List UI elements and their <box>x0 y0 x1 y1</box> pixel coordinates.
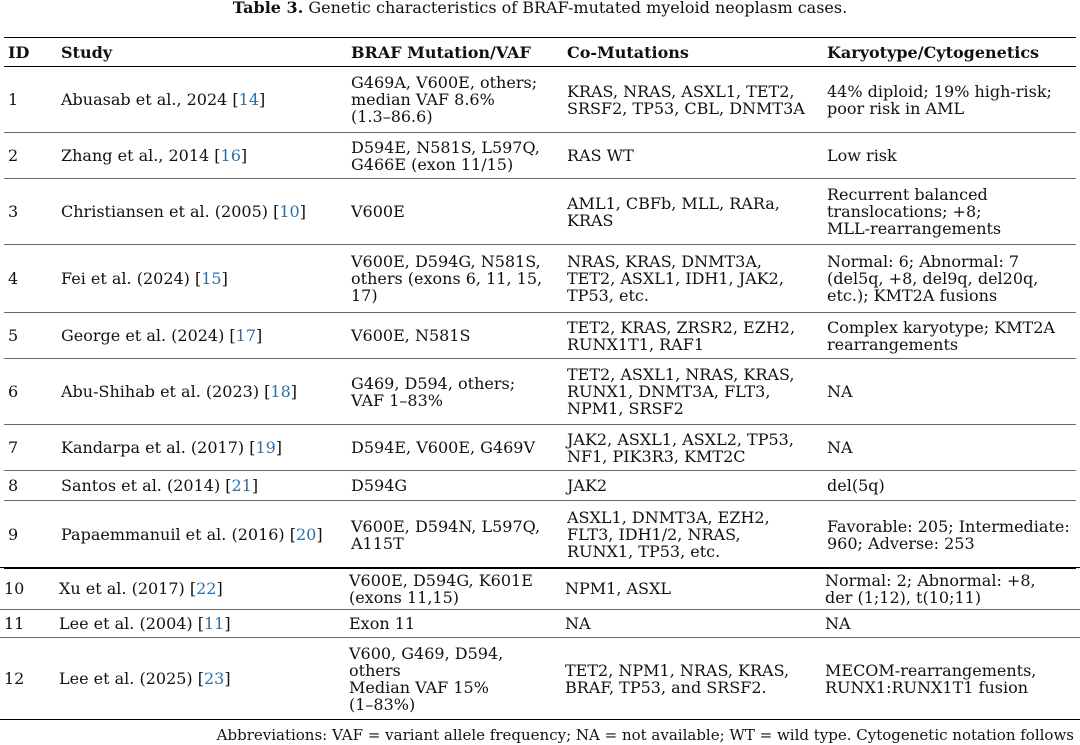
cell-karyo <box>823 313 1076 359</box>
karyo-line: 44% diploid; 19% high-risk; <box>827 81 1052 101</box>
reference-bracket: ] <box>259 90 266 109</box>
cell-comut <box>563 471 823 501</box>
braf-line: G469, D594, others; <box>351 373 516 393</box>
header-id: ID <box>4 38 57 67</box>
cell-karyo <box>823 133 1076 179</box>
cell-braf <box>347 133 563 179</box>
cell-braf <box>347 425 563 471</box>
karyo-line: NA <box>827 382 853 401</box>
cell-comut <box>563 179 823 245</box>
cell-karyo <box>823 359 1076 425</box>
reference-bracket: ] <box>256 326 263 345</box>
cell-id: 6 <box>4 359 57 425</box>
table-row <box>4 359 1076 425</box>
karyo-line: translocations; +8; <box>827 202 982 221</box>
braf-line: 17) <box>351 286 378 305</box>
reference-link[interactable]: 15 <box>201 269 222 288</box>
reference-bracket: ] <box>221 269 228 288</box>
reference-bracket: ] <box>316 525 323 544</box>
table-footnote: Abbreviations: VAF = variant allele frequency; NA = not available; WT = wild type. Cytogenetic notation follows <box>216 726 1074 744</box>
header-study: Study <box>57 38 347 67</box>
table-row <box>4 313 1076 359</box>
study-name: Zhang et al., 2014 [ <box>61 146 221 165</box>
braf-line: G466E (exon 11/15) <box>351 154 514 174</box>
study-name: Christiansen et al. (2005) [ <box>61 202 280 221</box>
comut-line: FLT3, IDH1/2, NRAS, <box>567 525 741 544</box>
study-name: Lee et al. (2025) [ <box>59 669 204 688</box>
genetics-table <box>4 37 1076 569</box>
cell-comut <box>561 638 821 720</box>
cell-comut <box>561 568 821 610</box>
cell-id: 7 <box>4 425 57 471</box>
karyo-line: Favorable: 205; Intermediate: <box>827 516 1070 536</box>
braf-line: others <box>349 660 401 680</box>
cell-study <box>57 179 347 245</box>
table-body <box>4 67 1076 569</box>
study-name: Santos et al. (2014) [ <box>61 476 232 495</box>
cell-braf <box>345 638 561 720</box>
comut-line: KRAS, NRAS, ASXL1, TET2, <box>567 81 795 101</box>
karyo-line: MECOM-rearrangements, <box>825 660 1037 680</box>
cell-comut <box>563 245 823 313</box>
comut-line: SRSF2, TP53, CBL, DNMT3A <box>567 98 805 118</box>
cell-karyo <box>823 179 1076 245</box>
braf-line: D594E, V600E, G469V <box>351 438 536 457</box>
karyo-line: NA <box>825 614 851 633</box>
braf-line: (1–83%) <box>349 694 416 714</box>
comut-line: NF1, PIK3R3, KMT2C <box>567 446 746 466</box>
study-name: Abuasab et al., 2024 [ <box>61 90 239 109</box>
cell-karyo <box>823 245 1076 313</box>
reference-link[interactable]: 21 <box>231 476 252 495</box>
header-karyotype: Karyotype/Cytogenetics <box>823 38 1076 67</box>
karyo-line: poor risk in AML <box>827 98 965 118</box>
cell-study <box>57 359 347 425</box>
comut-line: ASXL1, DNMT3A, EZH2, <box>567 508 770 527</box>
comut-line: NPM1, ASXL <box>565 579 672 598</box>
comut-line: AML1, CBFb, MLL, RARa, <box>567 193 780 213</box>
cell-study <box>57 133 347 179</box>
reference-bracket: ] <box>251 476 259 495</box>
cell-study <box>57 425 347 471</box>
cell-study <box>57 245 347 313</box>
study-name: Fei et al. (2024) [ <box>61 269 202 288</box>
cell-comut <box>563 501 823 569</box>
cell-id: 11 <box>0 610 55 638</box>
header-comutations: Co-Mutations <box>563 38 823 67</box>
cell-braf <box>347 501 563 569</box>
braf-line: others (exons 6, 11, 15, <box>351 269 543 288</box>
comut-line: BRAF, TP53, and SRSF2. <box>565 677 767 697</box>
braf-line: V600, G469, D594, <box>349 643 504 663</box>
study-name: Papaemmanuil et al. (2016) [ <box>61 525 296 544</box>
cell-id: 1 <box>4 67 57 133</box>
cell-comut <box>561 610 821 638</box>
braf-line: (exons 11,15) <box>349 587 460 607</box>
braf-line: Exon 11 <box>349 614 416 633</box>
karyo-line: rearrangements <box>827 334 959 354</box>
cell-study <box>57 67 347 133</box>
genetics-table-continued <box>0 567 1080 720</box>
reference-link[interactable]: 17 <box>235 326 257 345</box>
study-name: Xu et al. (2017) [ <box>59 579 197 598</box>
reference-link[interactable]: 11 <box>204 614 225 633</box>
cell-braf <box>347 471 563 501</box>
reference-link[interactable]: 19 <box>255 438 276 457</box>
comut-line: TET2, ASXL1, IDH1, JAK2, <box>567 269 784 288</box>
cell-karyo <box>823 425 1076 471</box>
cell-karyo <box>823 67 1076 133</box>
braf-line: D594G <box>351 476 408 495</box>
table-row <box>0 610 1080 638</box>
reference-link[interactable]: 10 <box>279 202 300 221</box>
reference-bracket: ] <box>290 382 298 401</box>
braf-line: median VAF 8.6% <box>351 90 495 109</box>
table-row <box>4 133 1076 179</box>
cell-comut <box>563 425 823 471</box>
comut-line: RUNX1, TP53, etc. <box>567 542 721 561</box>
comut-line: TET2, KRAS, ZRSR2, EZH2, <box>567 317 796 337</box>
table-caption-text: Genetic characteristics of BRAF-mutated myeloid neoplasm cases. <box>308 0 848 17</box>
karyo-line: Normal: 6; Abnormal: 7 <box>827 252 1020 271</box>
cell-id: 3 <box>4 179 57 245</box>
cell-karyo <box>821 568 1080 610</box>
cell-id: 10 <box>0 568 55 610</box>
karyo-line: NA <box>827 438 853 457</box>
study-name: Lee et al. (2004) [ <box>59 614 204 633</box>
karyo-line: del(5q) <box>827 476 885 495</box>
cell-braf <box>347 359 563 425</box>
reference-bracket: ] <box>299 202 306 221</box>
cell-study <box>55 568 345 610</box>
table-row <box>4 245 1076 313</box>
braf-line: D594E, N581S, L597Q, <box>351 137 540 157</box>
braf-line: A115T <box>351 533 404 553</box>
cell-study <box>57 313 347 359</box>
cell-karyo <box>823 471 1076 501</box>
cell-study <box>55 638 345 720</box>
reference-link[interactable]: 16 <box>220 146 241 165</box>
braf-line: Median VAF 15% <box>349 677 489 697</box>
cell-comut <box>563 67 823 133</box>
comut-line: NA <box>565 614 591 633</box>
karyo-line: Recurrent balanced <box>827 185 988 204</box>
reference-link[interactable]: 14 <box>238 90 260 109</box>
cell-comut <box>563 133 823 179</box>
karyo-line: (del5q, +8, del9q, del20q, <box>827 269 1039 288</box>
cell-braf <box>347 67 563 133</box>
cell-karyo <box>821 638 1080 720</box>
karyo-line: Complex karyotype; KMT2A <box>827 317 1055 337</box>
cell-comut <box>563 313 823 359</box>
reference-link[interactable]: 20 <box>296 525 317 544</box>
karyo-line: 960; Adverse: 253 <box>827 533 975 553</box>
comut-line: NRAS, KRAS, DNMT3A, <box>567 252 762 271</box>
cell-id: 2 <box>4 133 57 179</box>
karyo-line: der (1;12), t(10;11) <box>825 587 982 607</box>
table-row <box>4 425 1076 471</box>
table-row <box>0 638 1080 720</box>
cell-id: 4 <box>4 245 57 313</box>
karyo-line: Low risk <box>827 146 897 165</box>
table-row <box>0 568 1080 610</box>
comut-line: KRAS <box>567 210 614 230</box>
cell-karyo <box>821 610 1080 638</box>
cell-braf <box>347 245 563 313</box>
table-row <box>4 179 1076 245</box>
cell-id: 12 <box>0 638 55 720</box>
comut-line: NPM1, SRSF2 <box>567 399 684 418</box>
cell-study <box>57 501 347 569</box>
cell-study <box>57 471 347 501</box>
table-caption <box>0 0 1080 19</box>
comut-line: RUNX1, DNMT3A, FLT3, <box>567 382 771 401</box>
reference-link[interactable]: 22 <box>196 579 217 598</box>
cell-braf <box>345 568 561 610</box>
table-row <box>4 67 1076 133</box>
comut-line: RAS WT <box>567 146 634 165</box>
reference-bracket: ] <box>224 614 231 633</box>
comut-line: JAK2, ASXL1, ASXL2, TP53, <box>567 429 794 449</box>
study-name: Abu-Shihab et al. (2023) [ <box>61 382 271 401</box>
karyo-line: Normal: 2; Abnormal: +8, <box>825 570 1036 590</box>
karyo-line: RUNX1:RUNX1T1 fusion <box>825 677 1029 697</box>
comut-line: TET2, NPM1, NRAS, KRAS, <box>565 660 790 680</box>
braf-line: V600E, D594G, K601E <box>349 570 533 590</box>
comut-line: TET2, ASXL1, NRAS, KRAS, <box>567 365 795 384</box>
study-name: George et al. (2024) [ <box>61 326 236 345</box>
table-caption-label: Table 3. <box>232 0 304 17</box>
reference-link[interactable]: 18 <box>270 382 291 401</box>
cell-braf <box>345 610 561 638</box>
cell-study <box>55 610 345 638</box>
braf-line: VAF 1–83% <box>351 390 443 410</box>
reference-bracket: ] <box>216 579 223 598</box>
reference-link[interactable]: 23 <box>204 669 225 688</box>
braf-line: V600E, N581S <box>351 326 471 345</box>
comut-line: JAK2 <box>567 476 608 495</box>
cell-id: 9 <box>4 501 57 569</box>
braf-line: V600E, D594G, N581S, <box>351 252 541 271</box>
cell-braf <box>347 313 563 359</box>
header-braf: BRAF Mutation/VAF <box>347 38 563 67</box>
comut-line: RUNX1T1, RAF1 <box>567 334 705 354</box>
braf-line: (1.3–86.6) <box>351 107 433 126</box>
table-body-continued <box>0 568 1080 720</box>
cell-id: 8 <box>4 471 57 501</box>
braf-line: G469A, V600E, others; <box>351 73 538 92</box>
braf-line: V600E, D594N, L597Q, <box>351 516 541 536</box>
cell-karyo <box>823 501 1076 569</box>
cell-braf <box>347 179 563 245</box>
table-row <box>4 501 1076 569</box>
table-header-row <box>4 38 1076 67</box>
cell-id: 5 <box>4 313 57 359</box>
cell-comut <box>563 359 823 425</box>
karyo-line: etc.); KMT2A fusions <box>827 286 998 305</box>
study-name: Kandarpa et al. (2017) [ <box>61 438 256 457</box>
reference-bracket: ] <box>275 438 283 457</box>
comut-line: TP53, etc. <box>567 286 649 305</box>
karyo-line: MLL-rearrangements <box>827 219 1002 238</box>
reference-bracket: ] <box>240 146 248 165</box>
table-row <box>4 471 1076 501</box>
reference-bracket: ] <box>224 669 231 688</box>
braf-line: V600E <box>351 202 405 221</box>
